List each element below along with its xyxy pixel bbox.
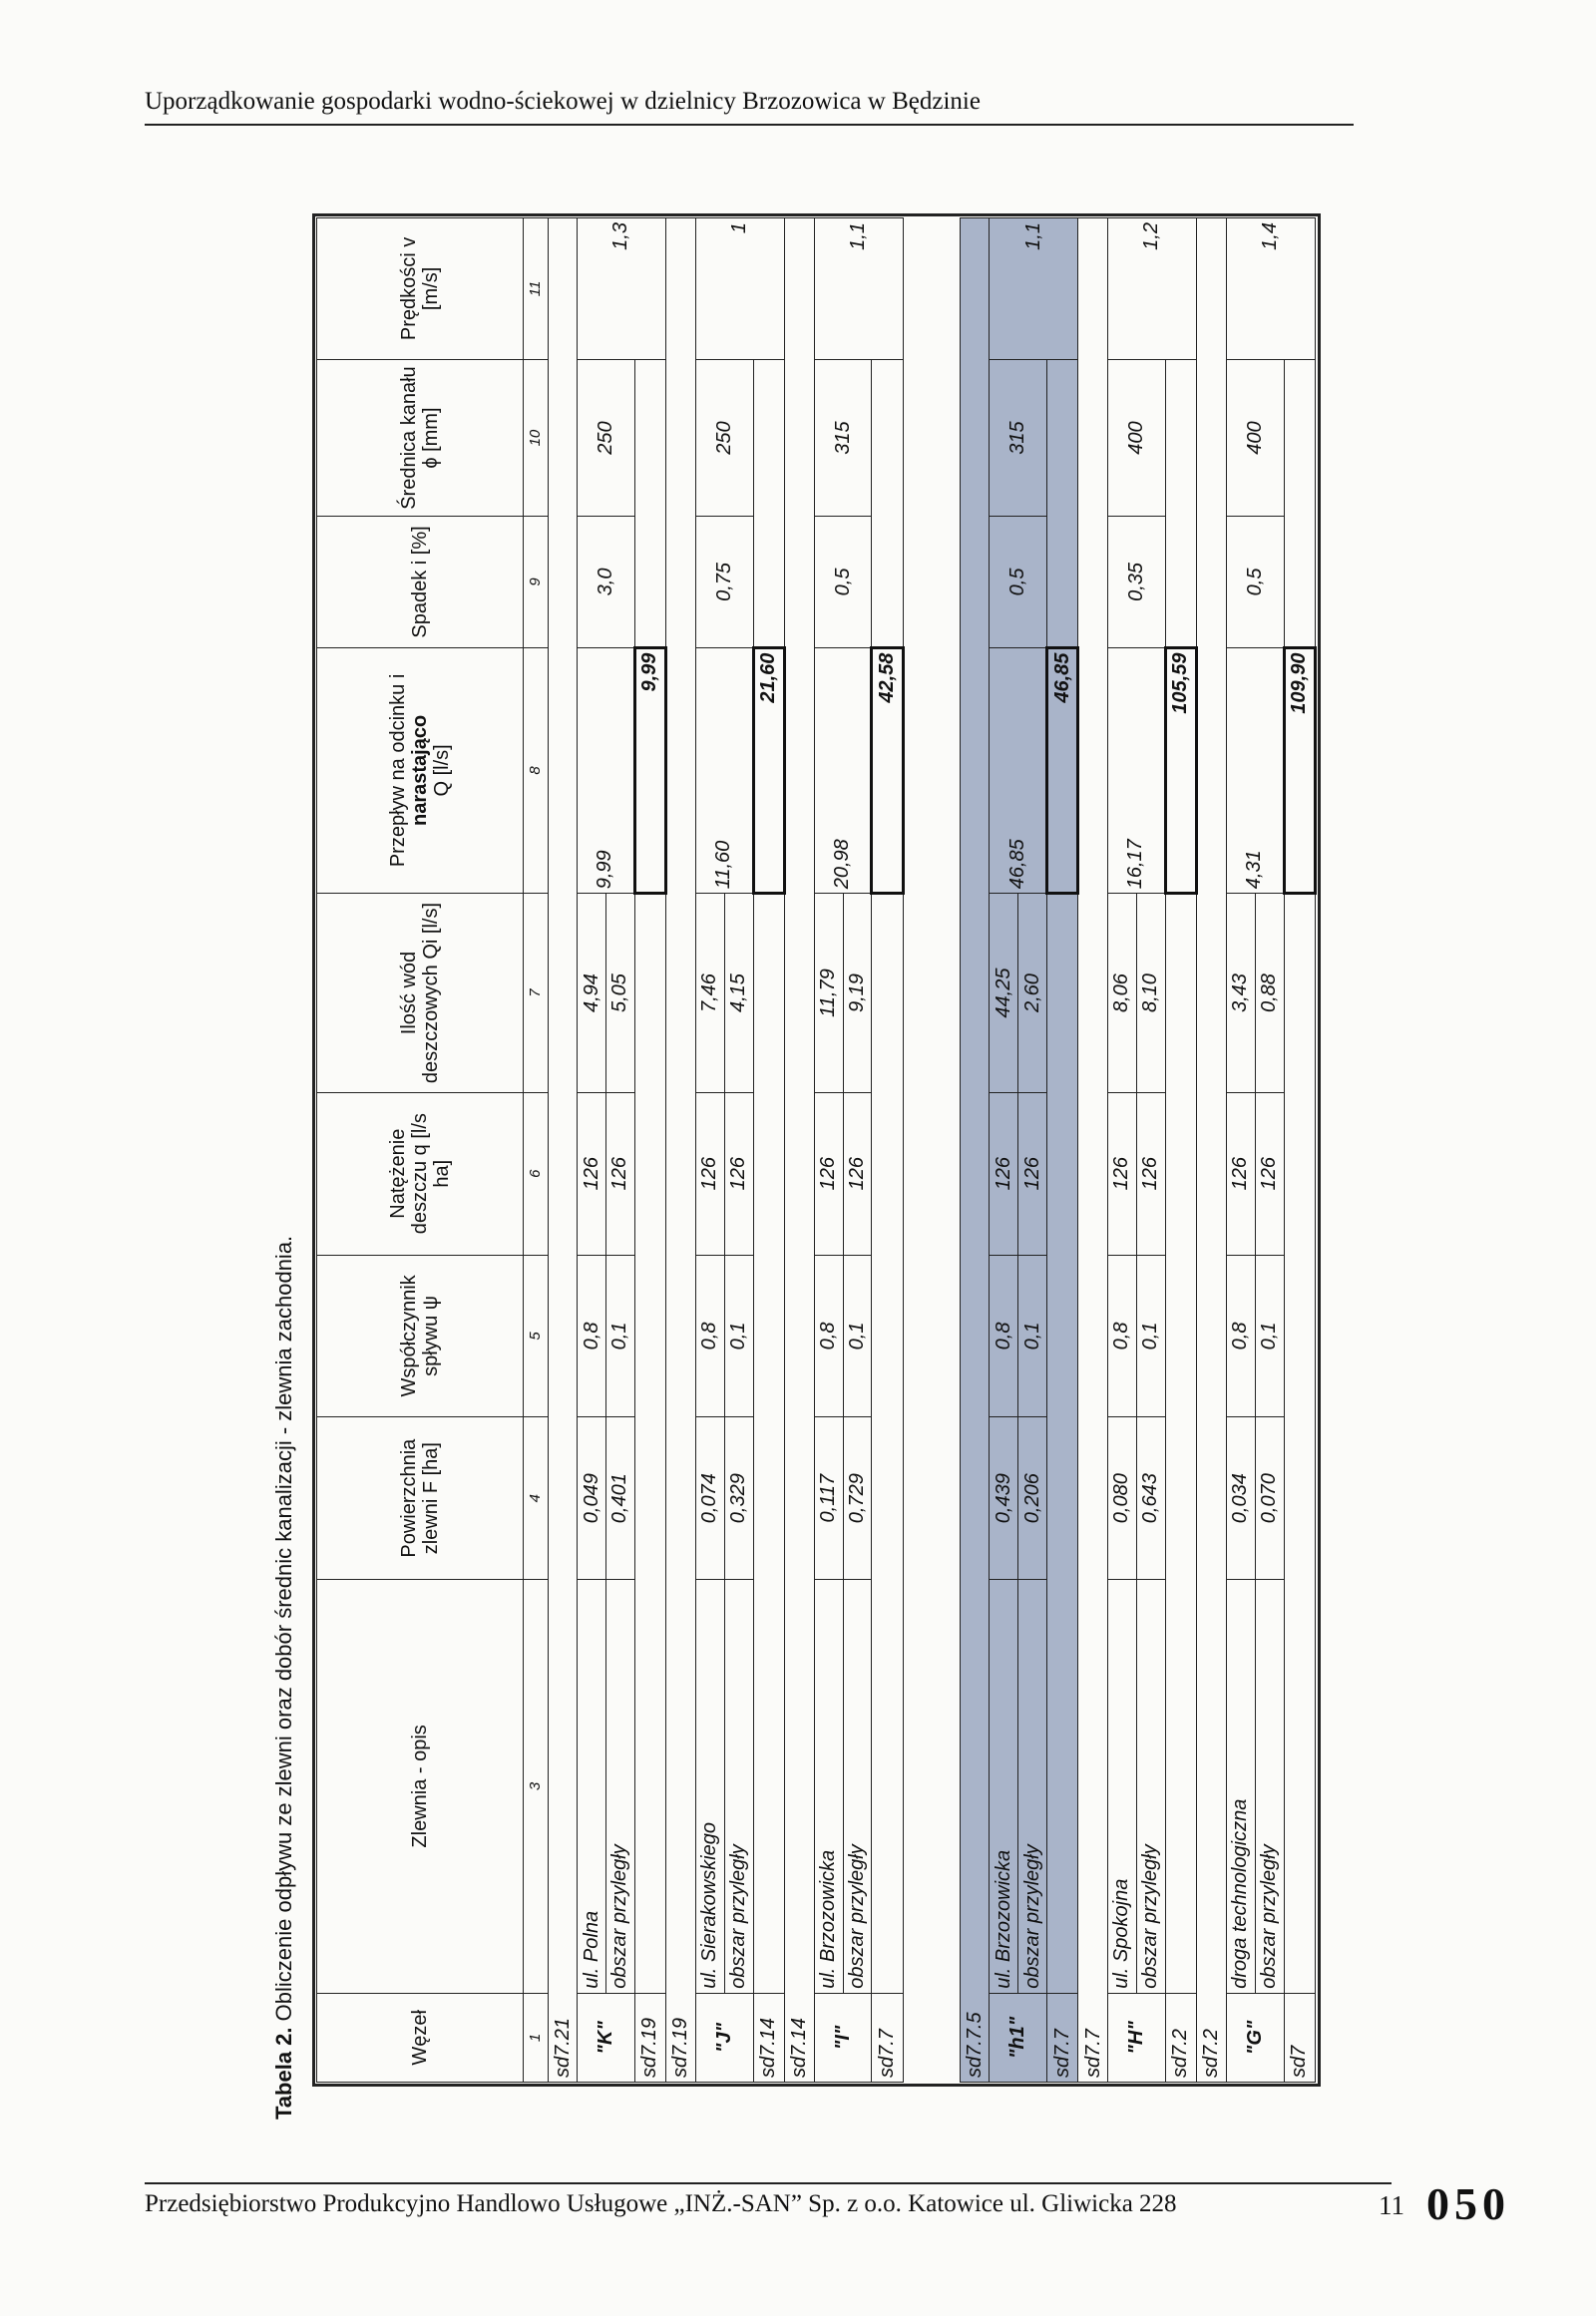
f-cell: 0,643 <box>1136 1417 1165 1580</box>
col-number: 5 <box>523 1255 549 1417</box>
predkosc-cell: 1,4 <box>1226 218 1315 360</box>
predkosc-cell: 1,3 <box>578 218 666 360</box>
col-srednica: Średnica kanału ϕ [mm] <box>317 359 524 517</box>
caption-label: Tabela 2. <box>271 2027 296 2120</box>
qi-cell: 9,19 <box>843 894 872 1092</box>
table-row <box>753 218 784 2083</box>
col-number: 6 <box>523 1092 549 1255</box>
qi-cell: 8,10 <box>1136 894 1165 1092</box>
f-cell: 0,034 <box>1226 1417 1255 1580</box>
col-number: 10 <box>523 359 549 517</box>
predkosc-cell: 1 <box>695 218 784 360</box>
node-from-row <box>665 218 695 2083</box>
spacer-cell <box>903 218 961 2083</box>
q-cell: 126 <box>578 1092 606 1255</box>
spadek-cell: 0,75 <box>695 517 753 647</box>
qi-cell: 11,79 <box>814 894 843 1092</box>
node-label: "H" <box>1108 1993 1166 2082</box>
psi-cell: 0,8 <box>1108 1255 1137 1417</box>
node-from: sd7.21 <box>549 218 578 2083</box>
q-section-cell: 9,99 <box>578 647 635 894</box>
node-from-row <box>784 218 814 2083</box>
qi-cell: 3,43 <box>1226 894 1255 1092</box>
psi-cell: 0,8 <box>990 1255 1018 1417</box>
empty-cell <box>753 359 784 647</box>
node-to: sd7.7 <box>872 1993 903 2082</box>
col-number: 8 <box>523 647 549 894</box>
node-from-row <box>1196 218 1226 2083</box>
przeplyw-line-a: Przepływ na odcinku i <box>386 673 409 868</box>
col-predkosc: Prędkości v [m/s] <box>317 218 524 360</box>
f-cell: 0,439 <box>990 1417 1018 1580</box>
node-label: "I" <box>814 1993 872 2082</box>
opis-cell: ul. Brzozowicka <box>990 1580 1018 1994</box>
qi-cell: 2,60 <box>1018 894 1047 1092</box>
psi-cell: 0,1 <box>1018 1255 1047 1417</box>
f-cell: 0,401 <box>605 1417 634 1580</box>
qi-cell: 4,15 <box>724 894 753 1092</box>
q-cell: 126 <box>1255 1092 1284 1255</box>
col-number: 4 <box>523 1417 549 1580</box>
psi-cell: 0,8 <box>1226 1255 1255 1417</box>
q-cell: 126 <box>990 1092 1018 1255</box>
q-cumulative-cell: 21,60 <box>753 647 784 894</box>
qi-cell: 44,25 <box>990 894 1018 1092</box>
caption-text: Obliczenie odpływu ze zlewni oraz dobór średnic kanalizacji - zlewnia zachodnia. <box>271 1235 296 2022</box>
empty-cell <box>1046 894 1077 1993</box>
f-cell: 0,074 <box>695 1417 724 1580</box>
footer-rule <box>145 2182 1392 2184</box>
spadek-cell: 0,5 <box>990 517 1047 647</box>
page-number: 11 <box>1379 2190 1404 2220</box>
node-from: sd7.7.5 <box>961 218 990 2083</box>
qi-cell: 4,94 <box>578 894 606 1092</box>
node-from-row <box>1078 218 1108 2083</box>
opis-cell: obszar przyległy <box>843 1580 872 1994</box>
node-label: "K" <box>578 1993 635 2082</box>
table-row <box>1226 218 1255 2083</box>
srednica-cell: 400 <box>1108 359 1166 517</box>
opis-cell: ul. Polna <box>578 1580 606 1994</box>
srednica-cell: 250 <box>578 359 635 517</box>
node-label: "h1" <box>990 1993 1047 2082</box>
col-wezel: Węzeł <box>317 1993 524 2082</box>
node-to: sd7.14 <box>753 1993 784 2082</box>
rotated-table-area <box>271 214 1324 2120</box>
opis-cell: ul. Sierakowskiego <box>695 1580 724 1994</box>
empty-cell <box>872 359 903 647</box>
f-cell: 0,206 <box>1018 1417 1047 1580</box>
opis-cell: obszar przyległy <box>1018 1580 1047 1994</box>
empty-cell <box>753 894 784 1993</box>
table-row <box>578 218 606 2083</box>
psi-cell: 0,1 <box>724 1255 753 1417</box>
col-number: 3 <box>523 1580 549 1994</box>
f-cell: 0,070 <box>1255 1417 1284 1580</box>
column-number-row <box>523 218 549 2083</box>
col-ilosc: Ilość wód deszczowych Qi [l/s] <box>317 894 524 1092</box>
opis-cell: obszar przyległy <box>1255 1580 1284 1994</box>
opis-cell: ul. Brzozowicka <box>814 1580 843 1994</box>
page-header: Uporządkowanie gospodarki wodno-ściekowej w dzielnicy Brzozowica w Będzinie <box>145 88 981 115</box>
col-number: 9 <box>523 517 549 647</box>
q-cell: 126 <box>814 1092 843 1255</box>
empty-cell <box>1284 359 1315 647</box>
q-cell: 126 <box>724 1092 753 1255</box>
q-cumulative-cell: 42,58 <box>872 647 903 894</box>
table-row <box>1108 218 1137 2083</box>
table-row <box>872 218 903 2083</box>
q-cell: 126 <box>1136 1092 1165 1255</box>
psi-cell: 0,1 <box>605 1255 634 1417</box>
psi-cell: 0,8 <box>578 1255 606 1417</box>
predkosc-cell: 1,2 <box>1108 218 1197 360</box>
col-natezenie: Natężenie deszczu q [l/s ha] <box>317 1092 524 1255</box>
spadek-cell: 0,5 <box>814 517 872 647</box>
opis-cell: obszar przyległy <box>605 1580 634 1994</box>
table-row <box>990 218 1018 2083</box>
q-cell: 126 <box>695 1092 724 1255</box>
empty-cell <box>1165 359 1196 647</box>
col-number: 11 <box>523 218 549 360</box>
table-caption <box>271 1236 297 2120</box>
node-label: "G" <box>1226 1993 1284 2082</box>
empty-cell <box>1165 894 1196 1993</box>
col-number: 1 <box>523 1993 549 2082</box>
psi-cell: 0,1 <box>1136 1255 1165 1417</box>
f-cell: 0,729 <box>843 1417 872 1580</box>
empty-cell <box>872 894 903 1993</box>
psi-cell: 0,8 <box>814 1255 843 1417</box>
f-cell: 0,049 <box>578 1417 606 1580</box>
opis-cell: obszar przyległy <box>1136 1580 1165 1994</box>
empty-cell <box>1046 359 1077 647</box>
empty-cell <box>634 894 665 1993</box>
node-from: sd7.7 <box>1078 218 1108 2083</box>
opis-cell: droga technologiczna <box>1226 1580 1255 1994</box>
q-cell: 126 <box>1108 1092 1137 1255</box>
q-cell: 126 <box>1226 1092 1255 1255</box>
q-cell: 126 <box>1018 1092 1047 1255</box>
empty-cell <box>634 359 665 647</box>
przeplyw-line-b: narastająco <box>408 714 431 827</box>
q-section-cell: 11,60 <box>695 647 753 894</box>
data-table <box>316 217 1317 2083</box>
opis-cell: obszar przyległy <box>724 1580 753 1994</box>
srednica-cell: 250 <box>695 359 753 517</box>
predkosc-cell: 1,1 <box>814 218 903 360</box>
q-section-cell: 46,85 <box>990 647 1047 894</box>
empty-cell <box>1284 894 1315 1993</box>
spacer-row <box>903 218 961 2083</box>
qi-cell: 8,06 <box>1108 894 1137 1092</box>
spadek-cell: 0,5 <box>1226 517 1284 647</box>
przeplyw-line-c: Q [l/s] <box>430 744 453 797</box>
srednica-cell: 315 <box>990 359 1047 517</box>
q-cumulative-cell: 9,99 <box>634 647 665 894</box>
q-cell: 126 <box>605 1092 634 1255</box>
col-number: 7 <box>523 894 549 1092</box>
table-row <box>695 218 724 2083</box>
spadek-cell: 3,0 <box>578 517 635 647</box>
header-row <box>317 218 524 2083</box>
q-cumulative-cell: 46,85 <box>1046 647 1077 894</box>
srednica-cell: 400 <box>1226 359 1284 517</box>
table-row <box>814 218 843 2083</box>
table-row <box>1165 218 1196 2083</box>
qi-cell: 0,88 <box>1255 894 1284 1092</box>
predkosc-cell: 1,1 <box>990 218 1078 360</box>
node-to: sd7.7 <box>1046 1993 1077 2082</box>
col-zlewnia: Zlewnia - opis <box>317 1580 524 1994</box>
table-row <box>1284 218 1315 2083</box>
node-from: sd7.14 <box>784 218 814 2083</box>
node-from: sd7.19 <box>665 218 695 2083</box>
psi-cell: 0,1 <box>1255 1255 1284 1417</box>
data-table-box <box>316 217 1317 2083</box>
q-cumulative-cell: 105,59 <box>1165 647 1196 894</box>
node-to: sd7 <box>1284 1993 1315 2082</box>
q-section-cell: 20,98 <box>814 647 872 894</box>
col-powierzchnia: Powierzchnia zlewni F [ha] <box>317 1417 524 1580</box>
q-section-cell: 4,31 <box>1226 647 1284 894</box>
q-cell: 126 <box>843 1092 872 1255</box>
footer-company: Przedsiębiorstwo Produkcyjno Handlowo Usługowe „INŻ.-SAN” Sp. z o.o. Katowice ul. Gliwicka 228 <box>145 2190 1177 2217</box>
table-row <box>1046 218 1077 2083</box>
qi-cell: 5,05 <box>605 894 634 1092</box>
node-from: sd7.2 <box>1196 218 1226 2083</box>
f-cell: 0,117 <box>814 1417 843 1580</box>
node-to: sd7.2 <box>1165 1993 1196 2082</box>
page-stamp: 050 <box>1426 2178 1510 2229</box>
col-przeplyw <box>317 647 524 894</box>
q-cumulative-cell: 109,90 <box>1284 647 1315 894</box>
opis-cell: ul. Spokojna <box>1108 1580 1137 1994</box>
col-wspolczynnik: Współczynnik spływu ψ <box>317 1255 524 1417</box>
qi-cell: 7,46 <box>695 894 724 1092</box>
node-from-row <box>961 218 990 2083</box>
node-label: "J" <box>695 1993 753 2082</box>
f-cell: 0,080 <box>1108 1417 1137 1580</box>
header-rule <box>145 124 1354 126</box>
table-body <box>317 218 1316 2083</box>
f-cell: 0,329 <box>724 1417 753 1580</box>
node-from-row <box>549 218 578 2083</box>
psi-cell: 0,1 <box>843 1255 872 1417</box>
node-to: sd7.19 <box>634 1993 665 2082</box>
table-row <box>634 218 665 2083</box>
srednica-cell: 315 <box>814 359 872 517</box>
psi-cell: 0,8 <box>695 1255 724 1417</box>
spadek-cell: 0,35 <box>1108 517 1166 647</box>
q-section-cell: 16,17 <box>1108 647 1166 894</box>
col-spadek: Spadek i [%] <box>317 517 524 647</box>
